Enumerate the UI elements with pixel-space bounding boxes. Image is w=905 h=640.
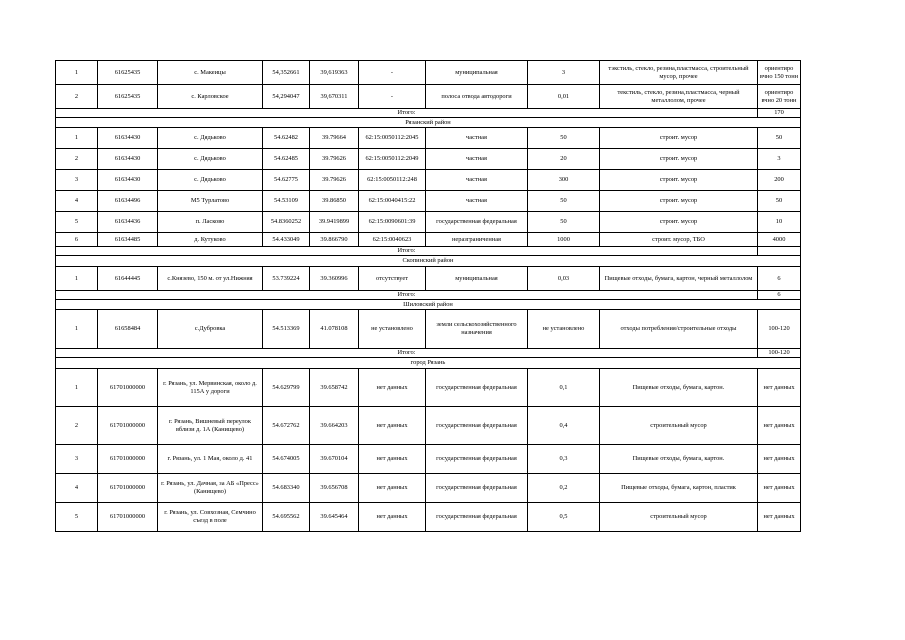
latitude: 54,352661 (263, 61, 310, 85)
waste-type: Пищевые отходы, бумага, картон. (600, 445, 758, 474)
cadastral-number: нет данных (359, 407, 426, 445)
cadastral-number: 62:15:0050112:2049 (359, 149, 426, 170)
row-number: 5 (56, 503, 98, 532)
total-label: Итого: (56, 291, 758, 300)
waste-type: текстиль, стекло, резина,пластмасса, черный металлолом, прочее (600, 85, 758, 109)
ownership: частная (426, 191, 528, 212)
table-row (56, 85, 801, 109)
district-header (56, 256, 801, 267)
oktmo-code: 61634496 (98, 191, 158, 212)
row-number: 5 (56, 212, 98, 233)
waste-type: Пищевые отходы, бумага, картон. (600, 369, 758, 407)
area: 0,4 (528, 407, 600, 445)
oktmo-code: 61701000000 (98, 503, 158, 532)
district-name: Рязанский район (56, 118, 801, 128)
table-row (56, 503, 801, 532)
row-number: 1 (56, 128, 98, 149)
row-number: 2 (56, 85, 98, 109)
cadastral-number: 62:15:0040623 (359, 233, 426, 247)
location: с.Дубровка (158, 310, 263, 349)
table-row (56, 445, 801, 474)
row-number: 1 (56, 310, 98, 349)
longitude: 39.79626 (310, 170, 359, 191)
ownership: государственная федеральная (426, 474, 528, 503)
total-label: Итого: (56, 349, 758, 358)
volume: нет данных (758, 407, 801, 445)
location: д. Кутуково (158, 233, 263, 247)
oktmo-code: 61701000000 (98, 369, 158, 407)
row-number: 2 (56, 407, 98, 445)
volume: 6 (758, 267, 801, 291)
area: 1000 (528, 233, 600, 247)
oktmo-code: 61625435 (98, 61, 158, 85)
cadastral-number: 62:15:0040415:22 (359, 191, 426, 212)
district-name: Скопинский район (56, 256, 801, 267)
latitude: 54.513369 (263, 310, 310, 349)
row-number: 2 (56, 149, 98, 170)
total-value: 100-120 (758, 349, 801, 358)
location: с. Макеицы (158, 61, 263, 85)
volume: 3 (758, 149, 801, 170)
latitude: 54.62485 (263, 149, 310, 170)
longitude: 39,670311 (310, 85, 359, 109)
volume: ориентиро вчно 20 тонн (758, 85, 801, 109)
latitude: 54.62775 (263, 170, 310, 191)
table-row (56, 212, 801, 233)
cadastral-number: 62:15:0050112:2045 (359, 128, 426, 149)
area: 0,3 (528, 445, 600, 474)
cadastral-number: - (359, 61, 426, 85)
latitude: 54.62482 (263, 128, 310, 149)
ownership: государственная федеральная (426, 445, 528, 474)
oktmo-code: 61701000000 (98, 407, 158, 445)
total-value: 170 (758, 109, 801, 118)
row-number: 1 (56, 61, 98, 85)
oktmo-code: 61658484 (98, 310, 158, 349)
ownership: государственная федеральная (426, 503, 528, 532)
area: 50 (528, 212, 600, 233)
location: г. Рязань, ул. 1 Мая, около д. 41 (158, 445, 263, 474)
ownership: неразграниченная (426, 233, 528, 247)
table-row (56, 407, 801, 445)
ownership: государственная федеральная (426, 407, 528, 445)
total-row (56, 109, 801, 118)
latitude: 54.8360252 (263, 212, 310, 233)
district-name: Шиловский район (56, 300, 801, 310)
longitude: 39.656708 (310, 474, 359, 503)
district-header (56, 300, 801, 310)
table-row (56, 233, 801, 247)
longitude: 41.078108 (310, 310, 359, 349)
table-row (56, 61, 801, 85)
volume: нет данных (758, 445, 801, 474)
oktmo-code: 61701000000 (98, 474, 158, 503)
area: 50 (528, 128, 600, 149)
row-number: 1 (56, 369, 98, 407)
area: 0,5 (528, 503, 600, 532)
location: с. Дядьково (158, 128, 263, 149)
waste-type: строительный мусор (600, 503, 758, 532)
oktmo-code: 61634436 (98, 212, 158, 233)
latitude: 54.629799 (263, 369, 310, 407)
oktmo-code: 61634485 (98, 233, 158, 247)
area: 3 (528, 61, 600, 85)
table-row (56, 128, 801, 149)
oktmo-code: 61634430 (98, 170, 158, 191)
volume: 50 (758, 191, 801, 212)
longitude: 39.9419899 (310, 212, 359, 233)
ownership: частная (426, 128, 528, 149)
location: г. Рязань, ул. Мервинская, около д. 115А у дороги (158, 369, 263, 407)
ownership: частная (426, 149, 528, 170)
cadastral-number: отсутствует (359, 267, 426, 291)
area: 0,2 (528, 474, 600, 503)
row-number: 3 (56, 170, 98, 191)
ownership: земли сельскохозяйственного назначения (426, 310, 528, 349)
longitude: 39.658742 (310, 369, 359, 407)
location: с. Дядьково (158, 170, 263, 191)
cadastral-number: нет данных (359, 445, 426, 474)
total-row (56, 349, 801, 358)
total-value: 6 (758, 291, 801, 300)
area: 0,01 (528, 85, 600, 109)
row-number: 3 (56, 445, 98, 474)
table-row (56, 149, 801, 170)
latitude: 54,294047 (263, 85, 310, 109)
volume: 50 (758, 128, 801, 149)
oktmo-code: 61634430 (98, 149, 158, 170)
volume: 4000 (758, 233, 801, 247)
row-number: 1 (56, 267, 98, 291)
waste-type: строит. мусор (600, 149, 758, 170)
longitude: 39.670104 (310, 445, 359, 474)
total-row (56, 291, 801, 300)
row-number: 4 (56, 474, 98, 503)
location: п. Ласково (158, 212, 263, 233)
waste-type: строит. мусор (600, 191, 758, 212)
area: 20 (528, 149, 600, 170)
landfill-table (55, 60, 801, 532)
table-row (56, 474, 801, 503)
waste-type: строит. мусор (600, 212, 758, 233)
volume: 10 (758, 212, 801, 233)
latitude: 54.53109 (263, 191, 310, 212)
longitude: 39.86850 (310, 191, 359, 212)
oktmo-code: 61625435 (98, 85, 158, 109)
location: г. Рязань, ул. Совхозная, Семчино съезд в поле (158, 503, 263, 532)
location: г. Рязань, ул. Дачная, за АБ «Пресс» (Канищево) (158, 474, 263, 503)
ownership: государственная федеральная (426, 369, 528, 407)
ownership: полоса отвода автодороги (426, 85, 528, 109)
volume: 100-120 (758, 310, 801, 349)
longitude: 39.866790 (310, 233, 359, 247)
latitude: 54.683340 (263, 474, 310, 503)
waste-type: строит. мусор (600, 170, 758, 191)
total-row (56, 247, 801, 256)
location: с. Карловское (158, 85, 263, 109)
volume: нет данных (758, 503, 801, 532)
longitude: 39,619363 (310, 61, 359, 85)
waste-type: тэкстиль, стекло, резина,пластмасса, строительный мусор, прочее (600, 61, 758, 85)
volume: нет данных (758, 369, 801, 407)
longitude: 39.645464 (310, 503, 359, 532)
volume: 200 (758, 170, 801, 191)
waste-type: отходы потребления/строительные отходы (600, 310, 758, 349)
total-label: Итого: (56, 247, 758, 256)
volume: ориентиро вчно 150 тонн (758, 61, 801, 85)
waste-type: строит. мусор, ТБО (600, 233, 758, 247)
waste-type: строительный мусор (600, 407, 758, 445)
cadastral-number: - (359, 85, 426, 109)
oktmo-code: 61634430 (98, 128, 158, 149)
cadastral-number: нет данных (359, 474, 426, 503)
ownership: государственная федеральная (426, 212, 528, 233)
oktmo-code: 61701000000 (98, 445, 158, 474)
district-name: город Рязань (56, 358, 801, 369)
volume: нет данных (758, 474, 801, 503)
latitude: 54.433049 (263, 233, 310, 247)
area: 50 (528, 191, 600, 212)
row-number: 6 (56, 233, 98, 247)
cadastral-number: нет данных (359, 503, 426, 532)
waste-type: Пищевые отходы, бумага, картон, пластик (600, 474, 758, 503)
ownership: муниципальная (426, 267, 528, 291)
area: не установлено (528, 310, 600, 349)
longitude: 39.79664 (310, 128, 359, 149)
latitude: 54.674005 (263, 445, 310, 474)
table-row (56, 369, 801, 407)
total-value (758, 247, 801, 256)
cadastral-number: не установлено (359, 310, 426, 349)
oktmo-code: 61644445 (98, 267, 158, 291)
location: с. Дядьково (158, 149, 263, 170)
ownership: частная (426, 170, 528, 191)
longitude: 39.664203 (310, 407, 359, 445)
cadastral-number: 62:15:0090601:39 (359, 212, 426, 233)
ownership: муниципальная (426, 61, 528, 85)
area: 0,03 (528, 267, 600, 291)
table-row (56, 310, 801, 349)
cadastral-number: 62:15:0050112:248 (359, 170, 426, 191)
table-row (56, 170, 801, 191)
row-number: 4 (56, 191, 98, 212)
district-header (56, 118, 801, 128)
total-label: Итого: (56, 109, 758, 118)
waste-type: Пищевые отходы, бумага, картон, черный металлолом (600, 267, 758, 291)
cadastral-number: нет данных (359, 369, 426, 407)
latitude: 54.672762 (263, 407, 310, 445)
area: 300 (528, 170, 600, 191)
location: с.Князево, 150 м. от ул.Нижняя (158, 267, 263, 291)
table-row (56, 267, 801, 291)
location: М5 Турлатово (158, 191, 263, 212)
latitude: 53.739224 (263, 267, 310, 291)
latitude: 54.695562 (263, 503, 310, 532)
longitude: 39.360996 (310, 267, 359, 291)
table-row (56, 191, 801, 212)
area: 0,1 (528, 369, 600, 407)
waste-type: строит. мусор (600, 128, 758, 149)
district-header (56, 358, 801, 369)
location: г. Рязань, Вишневый переулок вблизи д. 1А (Канищево) (158, 407, 263, 445)
longitude: 39.79626 (310, 149, 359, 170)
